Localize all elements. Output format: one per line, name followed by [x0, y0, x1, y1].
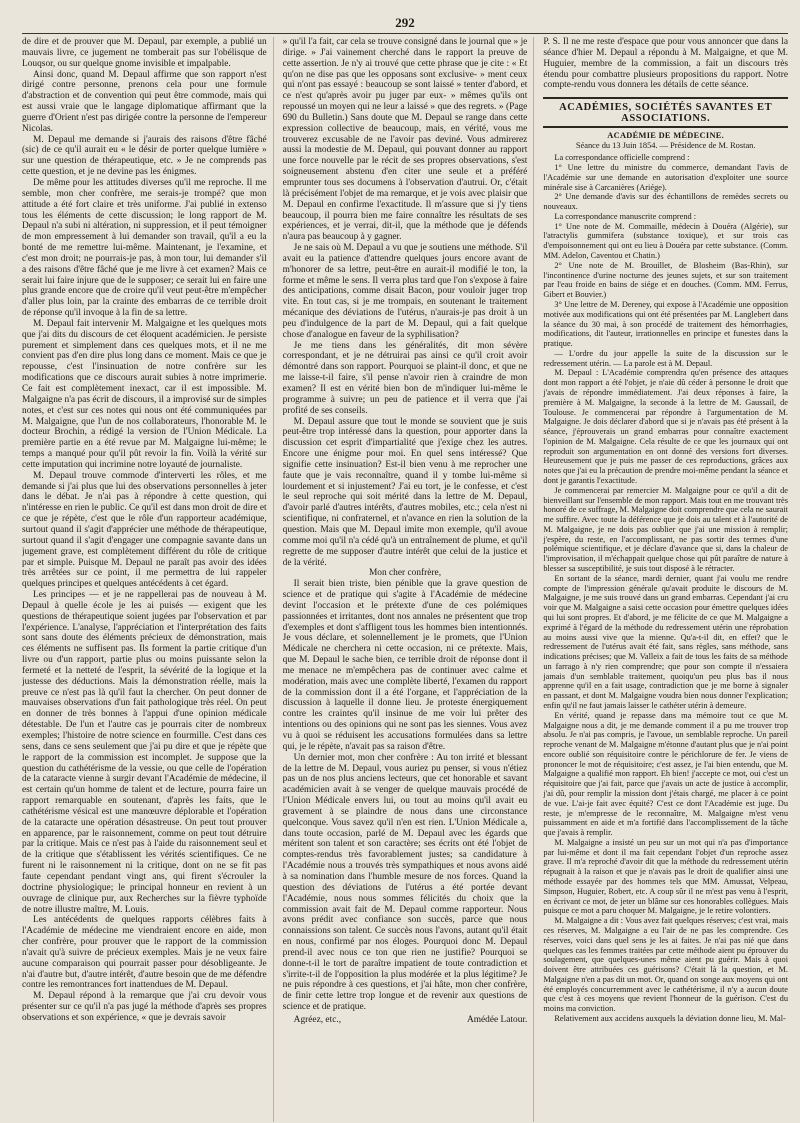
paragraph: La correspondance officielle comprend : [554, 153, 690, 163]
paragraph: 1° Une note de M. Commaille, médecin à Douéra (Algérie), sur l'atractylis gummifera (substance toxique), et sur trois cas d'empoisonnement qui ont eu lieu à Douéra par cette substance. (Comm. MM. Adelon, Caventou et Chatin.) [543, 221, 788, 261]
postscript-note: P. S. Il ne me reste d'espace que pour vous annoncer que dans la séance d'hier M. Depaul a répondu à M. Malgaigne, et que M. Huguier, membre de la commission, a fait un discours très étendu pour combattre plusieurs propositions du rapport. Notre compte-rendu vous donnera les détails de cette séance. [543, 37, 788, 91]
paragraph: Je commencerai par remercier M. Malgaigne pour ce qu'il a dit de bienveillant sur l'ensemble de mon rapport. Mais tout en me trouvant très honoré de ce suffrage, M. Malgaigne doit comprendre que cela ne saurait me suffire. Avec toute la déférence que je dois au talent et à l'autorité de M. Malgaigne, je ne dois pas oublier que j'ai une mission à remplir; j'espère, du reste, en l'accomplissant, ne pas sortir des termes d'une polémique scientifique, et je déclare d'avance que si, dans la chaleur de l'improvisation, il m'échappait quelque chose qui pût paraître de nature à blesser sa susceptibilité, je suis tout disposé à le rétracter. [543, 485, 788, 574]
section-title: ACADÉMIES, SOCIÉTÉS SAVANTES ET ASSOCIATIONS. [543, 97, 788, 128]
session-line: Séance du 13 Juin 1854. — Présidence de M. Rostan. [575, 141, 756, 151]
column-middle [283, 37, 535, 1122]
letter-closing [283, 1015, 528, 1026]
paragraph: de dire et de prouver que M. Depaul, par exemple, a publié un mauvais livre, ce jugement ne tomberait pas sur l'obélisque de Louqsor, ou sur quelque gnome invisible et impalpable. [22, 37, 267, 69]
paragraph: 2° Une demande d'avis sur des échantillons de remèdes secrets ou nouveaux. [543, 192, 788, 212]
column-left [22, 37, 274, 1122]
paragraph: — L'ordre du jour appelle la suite de la discussion sur le redressement utérin. — La parole est à M. Depaul. [543, 348, 788, 368]
text-columns [22, 37, 788, 1122]
paragraph: Je me tiens dans les généralités, dit mon sévère correspondant, et je ne détruirai pas ainsi ce qu'il croit avoir démontré dans son rapport. Pourquoi se plaint-il donc, et que ne me laisse-t-il faire, s'il pense n'avoir rien à craindre de mon examen? Il est en vérité bien bon de m'indiquer lui-même le programme à suivre; un peu de patience et il verra que j'ai profité de ses conseils. [282, 340, 528, 416]
paragraph: 2° Une note de M. Brouillet, de Blosheim (Bas-Rhin), sur l'incontinence d'urine nocturne des jeunes sujets, et sur son traitement par l'eau froide en bains de siége et en douches. (Comm. MM. Ferrus, Gibert et Bouvier.) [543, 260, 788, 300]
paragraph: M. Depaul me demande si j'aurais des raisons d'être fâché (sic) de ce qu'il aurait eu « le désir de porter quelque lumière » sur une question de thérapeutique, etc. » Je ne comprends pas cette question, et je ne devine pas les énigmes. [22, 134, 267, 178]
paragraph: 1° Une lettre du ministre du commerce, demandant l'avis de l'Académie sur une demande en autorisation d'exploiter une source minérale sise à Carcanières (Ariége). [543, 163, 788, 192]
paragraph: En vérité, quand je repasse dans ma mémoire tout ce que M. Malgaigne nous a dit, je me demande comment il a pu me trouver trop absolu. Je n'ai pas compris, je l'avoue, un semblable reproche. Un pareil reproche venant de M. Malgaigne m'étonne d'autant plus que je n'ai point encore oublié son réquisitoire contre le périchlorure de fer. Je viens de prononcer le mot de réquisitoire; c'est assez, je l'ai bien entendu, que M. Malgaigne a qualifié mon rapport. Eh bien! j'accepte ce mot, oui c'est un réquisitoire que j'ai fait, parce que j'avais un acte de justice à accomplir, j'ai dû, pour remplir la mission dont j'étais chargé, me placer à ce point de vue. L'ai-je fait avec équité? C'est ce dont l'Académie est juge. Du reste, je m'empresse de le reconnaître, M. Malgaigne m'est venu puissamment en aide et m'a fortifié dans l'accomplissement de la tâche que j'avais à remplir. [543, 710, 788, 838]
paragraph: En sortant de la séance, mardi dernier, quant j'ai voulu me rendre compte de l'impression générale qu'avait produite le discours de M. Malgaigne, je me suis trouvé dans un grand embarras. Cependant j'ai cru voir que M. Malgaigne a saisi cette occasion pour émettre quelques idées qui lui sont propres. Et d'abord, je me félicite de ce que M. Malgaigne a exprimé à l'égard de la méthode du redressement utérin une réprobation au moins aussi vive que la mienne. Qu'a-t-il dit, en effet? que le redressement de l'utérus avait été fait, sans règles, sans méthode, sans indications précises; que M. Valleix a fait de tous les faits de sa méthode un farrago à n'y rien comprendre; que pour son compte il n'essaiera jamais d'un semblable traitement, quoiqu'un peu plus bas il nous apprenne qu'il en a fait usage, contradiction que je me borne à signaler en passant, et dont M. Malgaigne voudra bien nous donner l'explication; enfin qu'il ne faut jamais laisser le cathéter utérin à demeure. [543, 573, 788, 710]
paragraph: De même pour les attitudes diverses qu'il me reproche. Il me semble, mon cher confrère, me serais-je trompé? que mon attitude a été fort claire et très uniforme. J'ai publié in extenso tous les éléments de cette discussion; le long rapport de M. Depaul n'a subi ni altération, ni suppression, et il peut témoigner de mon empressement à lui demander son travail, qu'il a eu la bonté de me remettre lui-même. Maintenant, je l'examine, et c'est mon droit; ne pourrais-je pas, à mon tour, lui demander s'il a des raisons d'être fâché que je me livre à cet examen? Mais ce serait lui faire injure que de le supposer; ce serait lui en faire une plus grande encore que de croire qu'il veut peut-être m'empêcher d'aller plus loin, par la crainte des embarras de ce terrible droit de réponse qu'il invoque à la fin de sa lettre. [22, 177, 267, 319]
author-signature: Amédée Latour. [466, 1014, 528, 1025]
paragraph: Un dernier mot, mon cher confrère : Au ton irrité et blessant de la lettre de M. Depaul, vous auriez pu penser, si vous n'étiez pas un de nos plus anciens lecteurs, que cet honorable et savant académicien avait à se venger de quelque mauvais procédé de l'Union Médicale envers lui, ou tout au moins qu'il avait eu gravement à se plaindre de nous dans une circonstance quelconque. Vous savez qu'il n'en est rien. L'Union Médicale a, dans toute occasion, parlé de M. Depaul avec les égards que méritent son talent et son caractère; ses écrits ont été l'objet de comptes-rendus très favorablement justes; sa candidature à l'Académie nous a trouvés très sympathiques et nous avons aidé à sa nomination dans l'humble mesure de nos forces. Quand la question des déviations de l'utérus a été portée devant l'Académie, nous nous sommes félicités du choix que la commission avait fait de M. Depaul comme rapporteur. Nous avons prédit avec confiance son succès, parce que nous connaissions son talent. Ce succès nous l'avons, autant qu'il était en nous, confirmé par nos éloges. Pourquoi donc M. Depaul prend-il avec nous ce ton que rien ne justifie? Pourquoi se donne-t-il le tort de paraître impatient de toute contradiction et s'irrite-t-il de l'opposition la plus modérée et la plus légitime? Je ne puis répondre à ces questions, et j'ai hâte, mon cher confrère, de finir cette lettre trop longue et de revenir aux questions de science et de pratique. [282, 752, 528, 1013]
paragraph: Relativement aux accidens auxquels la déviation donne lieu, M. Mal- [554, 1013, 786, 1023]
paragraph: Il serait bien triste, bien pénible que la grave question de science et de pratique qui s'agite à l'Académie de médecine devint l'occasion et le prétexte d'une de ces polémiques passionnées et irritantes, dont nos annales ne présentent que trop d'exemples et dont s'affligent tous les hommes bien intentionnés. Je vous déclare, et solennellement je le promets, que l'Union Médicale ne cherchera ni cette occasion, ni ce prétexte. Mais, que M. Depaul le sache bien, ce terrible droit de réponse dont il me menace ne m'empêchera pas de continuer avec calme et modération, mais avec une complète liberté, l'examen du rapport de la commission dont il a été l'organe, et l'appréciation de la discussion à laquelle il donne lieu. Je proteste énergiquement contre les craintes qu'il insinue de me voir lui prêter des intentions ou des opinions qui ne sont pas les siennes. Vous avez vu à quoi se réduisent les accusations formulées dans sa lettre qui, je le répète, n'avait pas sa raison d'être. [282, 579, 528, 752]
paragraph: » qu'il l'a fait, car cela se trouve consigné dans le journal que » je dirige. » J'ai vainement cherché dans le rapport la preuve de cette assertion. Je n'y ai trouvé que cette phrase que je cite : « Et qu'on ne dise pas que les opposans sont exclusive- » ment ceux qui n'ont pas essayé : beaucoup se sont laissé » tenter d'abord, et ce n'est qu'après avoir pu juger par eux- » mêmes qu'ils ont repoussé un moyen qui ne leur a laissé » que des regrets. » (Page 690 du Bulletin.) Sans doute que M. Depaul se range dans cette expression collective de beaucoup, mais, en vérité, vous me trouverez excusable de ne l'avoir pas deviné. Vous admirerez aussi la modestie de M. Depaul, qui pouvant donner au rapport une force nouvelle par le récit de ses propres observations, s'est soigneusement abstenu d'en citer une seule et a préféré emprunter tous ses documens à l'observation d'autrui. Or, c'était là précisément l'objet de ma remarque, et je vois avec plaisir que M. Depaul en confirme l'exactitude. Il m'assure que si j'y tiens beaucoup, il pourra bien me faire connaître les résultats de ses expériences, et je verrai, dit-il, que la méthode que je défends n'aura pas beaucoup à y gagner. [282, 37, 528, 243]
academy-heading: ACADÉMIE DE MÉDECINE. [607, 131, 725, 141]
paragraph: Les antécédents de quelques rapports célèbres faits à l'Académie de médecine me viendraient encore en aide, mon cher confrère, pour prouver que le rapport de la commission n'avait qu'à suivre de précieux exemples. Mais je ne veux faire aucune comparaison qui pourrait passer pour désobligeante. Je n'ai d'autre but, d'autre intérêt, d'autre besoin que de me défendre contre les remontrances fort inattendues de M. Depaul. [22, 915, 267, 991]
paragraph: M. Malgaigne a dit : Vous avez fait quelques réserves; c'est vrai, mais ces réserves, M. Malgaigne a eu l'air de ne pas les comprendre. Ces réserves, voici dans quel sens je les ai faites. Je n'ai pas nié que dans quelques cas les femmes traitées par cette méthode aient pu éprouver du soulagement, que quelques-unes même aient pu guérir. Mais à quoi doivent être attribuées ces guérisons? C'était là la question, et M. Malgaigne n'en a pas dit un mot. Or, quand on songe aux moyens qui ont été employés concurremment avec le cathétérisme, il n'y a aucun doute que c'est à ces moyens que revient l'honneur de la guérison. C'est du moins ma conviction. [543, 916, 788, 1014]
salutation: Mon cher confrère, [368, 568, 442, 579]
paragraph: Ainsi donc, quand M. Depaul affirme que son rapport n'est dirigé contre personne, prenons cela pour une formule d'abstraction et de convention qui peut être commode, mais qui est aussi vraie que le langage diplomatique affirmant que la guerre d'Orient n'est pas dirigée contre la personne de l'empereur Nicolas. [22, 69, 267, 134]
paragraph: Je ne sais où M. Depaul a vu que je soutiens une méthode. S'il avait eu la patience d'attendre quelques jours encore avant de m'honorer de sa lettre, peut-être en aurait-il modifié le ton, la forme et même le sens. Il verra plus tard que l'on s'expose à faire des anticipations, comme disait Bacon, pour vouloir juger trop vite. En tout cas, si je me trompais, en soutenant le traitement mécanique des déviations de l'utérus, n'aurais-je pas droit à un peu d'indulgence de la part de M. Depaul, qui a fait quelque chose d'analogue en faveur de la syphilisation? [282, 243, 528, 340]
page-number: 292 [395, 15, 415, 30]
paragraph: M. Depaul trouve commode d'interverti les rôles, et me demande si j'ai plus que lui des observations personnelles à jeter dans le débat. Je n'ai pas à répondre à cette question, qui n'intéresse en rien le public. Ce qu'il est dans mon droit de dire et ce que je répète, c'est que le rôle d'un rapporteur académique, surtout quand il s'agit d'apprécier une méthode de thérapeutique, surtout quand il s'agit d'engager une compagnie savante dans un jugement grave, est complètement différent du rôle de critique par et simple. Puisque M. Depaul ne paraît pas avoir des idées très arrêtées sur ce point, il me permettra de lui rappeler quelques principes et quelques antécédents à cet égard. [22, 470, 267, 590]
paragraph: La correspondance manuscrite comprend : [554, 211, 697, 221]
header-rule [22, 33, 788, 34]
paragraph: M. Depaul fait intervenir M. Malgaigne et les quelques mots que j'ai dits du discours de cet éloquent académicien. Je persiste purement et simplement dans ces quelques mots, et il ne me convient pas d'en dire plus long dans ce moment. Mais ce que je repousse, c'est l'insinuation de notre confrère sur les modifications que ce discours aurait subies à notre imprimerie. Ce fait est complètement inexact, car il est impossible. M. Malgaigne n'a pas écrit de discours, il a improvisé sur de simples notes, et c'est sur ces notes qui nous ont été communiquées par M. Malgaigne, que l'un de nos collaborateurs, l'honorable M. le docteur Brochin, a rédigé la version de l'Union Médicale. La première partie en a été revue par M. Malgaigne lui-même; le temps a manqué pour qu'il pût revoir la fin. Voilà la vérité sur cette imputation qui incrimine notre loyauté de journaliste. [22, 318, 267, 470]
paragraph: M. Depaul assure que tout le monde se souvient que je suis peut-être trop intéressé dans la question, pour apporter dans la discussion cet esprit d'impartialité que j'exige chez les autres. Encore une énigme pour moi. En quel sens intéressé? Que signifie cette insinuation? Est-il bien venu à me reprocher une faute que je vais reconnaître, quand il y tombe lui-même si lourdement et si injustement? J'ai eu tort, je le confesse, et c'est le seul reproche qui soit mérité dans la lettre de M. Depaul, d'avoir parlé d'autres intérêts, d'autres mobiles, etc.; cela n'est ni scientifique, ni confraternel, et n'avance en rien la solution de la question. Mais que M. Depaul imite mon exemple, qu'il avoue comme moi qu'il n'a cédé qu'à un entraînement de plume, et qu'il regrette de me supposer d'autre intérêt que celui de la justice et de la vérité. [282, 416, 528, 568]
paragraph: M. Depaul : L'Académie comprendra qu'en présence des attaques dont mon rapport a été l'objet, je n'aie dû céder à personne le droit que j'avais de répondre immédiatement. J'ai deux réponses à faire, la première à M. Malgaigne, la seconde à la lettre de M. Gaussail, de Toulouse. Je commencerai par répondre à l'argumentation de M. Malgaigne. Je dois déclarer d'abord que si je n'avais pas été présent à la séance, j'éprouverais un grand embarras pour connaître exactement l'opinion de M. Malgaigne. Cela résulte de ce que les journaux qui ont reproduit son argumentation en ont donné des versions fort diverses. Heureusement que je puis me passer de ces reproductions, grâces aux notes que j'ai eu la précaution de prendre moi-même pendant la séance et dont je garantis l'exactitude. [543, 368, 788, 485]
closing-formula: Agréez, etc., [293, 1014, 342, 1025]
paragraph: M. Depaul répond à la remarque que j'ai cru devoir vous présenter sur ce qu'il n'a pas jugé la méthode d'après ses propres observations et son expérience, « que je devrais savoir [22, 991, 267, 1023]
column-right [543, 37, 788, 1122]
paragraph: Les principes — et je ne rappellerai pas de nouveau à M. Depaul à quelle école je les ai puisés — exigent que les questions de thérapeutique soient jugées par l'observation et par l'expérience. L'analyse, l'appréciation et l'interprétation des faits sont sans doute des éléments précieux de démonstration, mais ces éléments ne suffisent pas. Ils forment la partie critique d'un livre ou d'un rapport, partie plus ou moins puissante selon la fermeté et la netteté de l'esprit, la sévérité de la logique et la justesse des déductions. Mais la démonstration réelle, mais la preuve ce n'est pas là qu'il faut la chercher. On peut donner de mauvaises observations d'un fait pathologique très réel. On peut en donner de très bonnes à l'appui d'une opinion médicale détestable. De l'un et l'autre cas je pourrais citer de nombreux exemples; l'histoire de notre science en fourmille. C'est dans ces sens, dans ce sens seulement que j'ai pu dire et que je répète que le rapport de la commission est incomplet. Je suppose que la question du cathétérisme de la vessie, ou que celle de l'opération de la cataracte vienne à surgir devant l'Académie de médecine, il est certain qu'un homme de talent et de lecture, pourra faire un rapport remarquable en soutenant, d'après les faits, que le cathétérisme vésical est une manœuvre déplorable et l'opération de la cataracte une opération désastreuse. On peut tout prouver en apparence, par le raisonnement, comme on peut tout détruire par la critique. Mais ce n'est pas à l'aide du raisonnement seul et de la critique que s'établissent les vérités scientifiques. Ce ne furent ni le raisonnement ni la critique, dont on ne se fit pas faute cependant pendant vingt ans, qui firent s'écrouler la doctrine physiologique; le principal honneur en revient à un ouvrage de clinique pur, aux Recherches sur la fièvre typhoïde de notre illustre maître, M. Louis. [22, 590, 267, 915]
paragraph: 3° Une lettre de M. Dereney, qui expose à l'Académie une opposition motivée aux modifications qui ont été présentées par M. Langlebert dans la séance du 30 mai, à son procédé de traitement des hémorrhagies, modifications, dit l'auteur, irrationnelles en principe et funestes dans la pratique. [543, 299, 788, 349]
paragraph: M. Malgaigne a insisté un peu sur un mot qui n'a pas d'importance par lui-même et dont il ma fait cependant l'objet d'un reproche assez grave. Il m'a reproché d'avoir dit que la méthode du redressement utérin répugnait à la raison et que je n'avais pas le droit de qualifier ainsi une méthode essayée par des hommes tels que MM. Amussat, Velpeau, Simpson, Huguier, Robert, etc. A coup sûr il ne m'est pas venu à l'esprit, en écrivant ce mot, de jeter un blâme sur ces honorables collègues. Mais puisque ce mot a paru choquer M. Malgaigne, je le retire volontiers. [543, 837, 788, 916]
